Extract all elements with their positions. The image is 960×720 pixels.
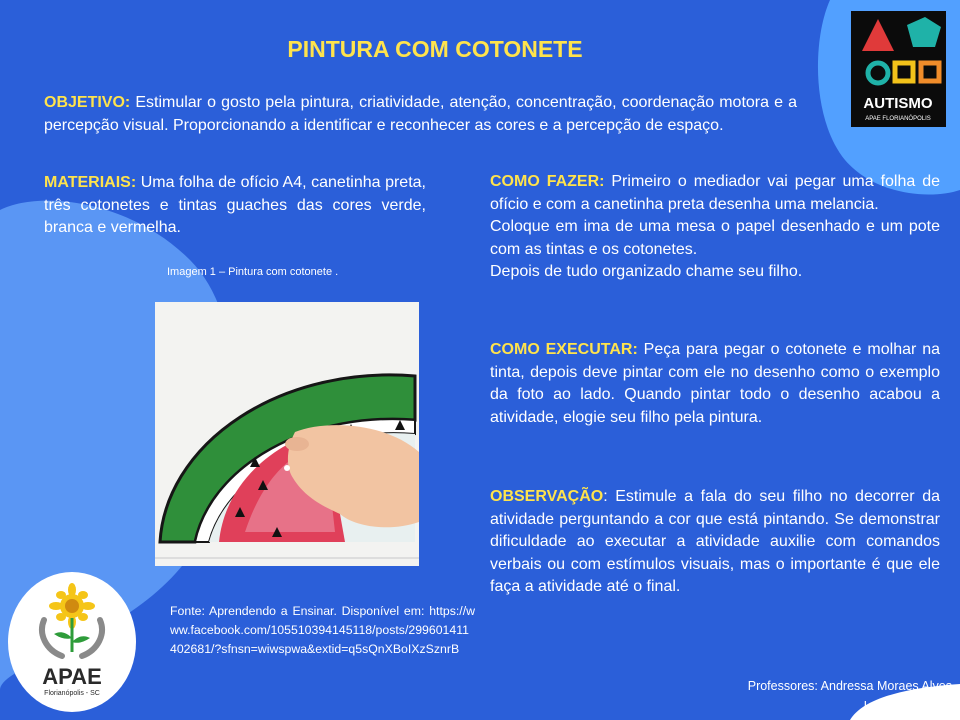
apae-logo-subtitle: Florianópolis - SC <box>44 690 100 697</box>
how-to-step-2: Coloque em ima de uma mesa o papel desenhado e um pote com as tintas e os cotonetes. <box>490 218 940 258</box>
materials-paragraph <box>44 172 426 240</box>
objective-paragraph <box>44 92 797 137</box>
autismo-logo-subtitle: APAE FLORIANÓPOLIS <box>865 116 931 122</box>
apae-logo-name: APAE <box>42 664 102 689</box>
objective-text: Estimular o gosto pela pintura, criatividade, atenção, concentração, coordenação motora e a percepção visual. Proporcionando a identificar e reconhecer as cores e a percepção de espaço. <box>44 94 797 134</box>
how-to-text: Primeiro o mediador vai pegar uma folha de ofício e com a canetinha preta desenha uma melancia. <box>490 173 940 213</box>
how-to-paragraph <box>490 171 940 284</box>
source-citation: Fonte: Aprendendo a Ensinar. Disponível em: https://www.facebook.com/105510394145118/posts/299601411402681/?sfnsn=wiwspwa&extid=q5sQnXBoIXzSznrB <box>170 604 475 656</box>
apae-logo <box>8 572 136 712</box>
teachers-line-2: Lauro de Souza <box>863 699 952 713</box>
execute-text: Peça para pegar o cotonete e molhar na tinta, depois deve pintar com ele no desenho como o exemplo da foto ao lado. Quando pintar todo o desenho acabou a atividade, elogie seu filho pela pintura. <box>490 341 941 426</box>
objective-label: OBJETIVO: <box>44 94 131 111</box>
materials-text: Uma folha de ofício A4, canetinha preta, três cotonetes e tintas guaches das cores verde, branca e vermelha. <box>44 174 426 236</box>
observation-paragraph <box>490 486 940 599</box>
autismo-logo-name: AUTISMO <box>863 95 933 112</box>
image-caption: Imagem 1 – Pintura com cotonete . <box>167 266 339 278</box>
watermelon-photo <box>155 302 419 566</box>
how-to-label: COMO FAZER: <box>490 173 605 190</box>
page-title: PINTURA COM COTONETE <box>287 36 583 62</box>
how-to-step-3: Depois de tudo organizado chame seu filho. <box>490 263 803 280</box>
teachers-line-1: Professores: Andressa Moraes Alves <box>747 679 952 693</box>
watermelon-painting-image <box>155 302 419 566</box>
execute-label: COMO EXECUTAR: <box>490 341 638 358</box>
execute-paragraph <box>490 339 940 429</box>
observation-text: : Estimule a fala do seu filho no decorrer da atividade perguntando a cor que está pintando. Se demonstrar dificuldade ao executar a atividade auxilie com comandos verbais ou com estímulos visuais, mas o importante é que ele faça a atividade até o final. <box>490 488 940 595</box>
autismo-logo <box>851 11 946 127</box>
observation-label: OBSERVAÇÃO <box>490 488 604 505</box>
teachers-credit <box>748 676 952 716</box>
materials-label: MATERIAIS: <box>44 174 137 191</box>
